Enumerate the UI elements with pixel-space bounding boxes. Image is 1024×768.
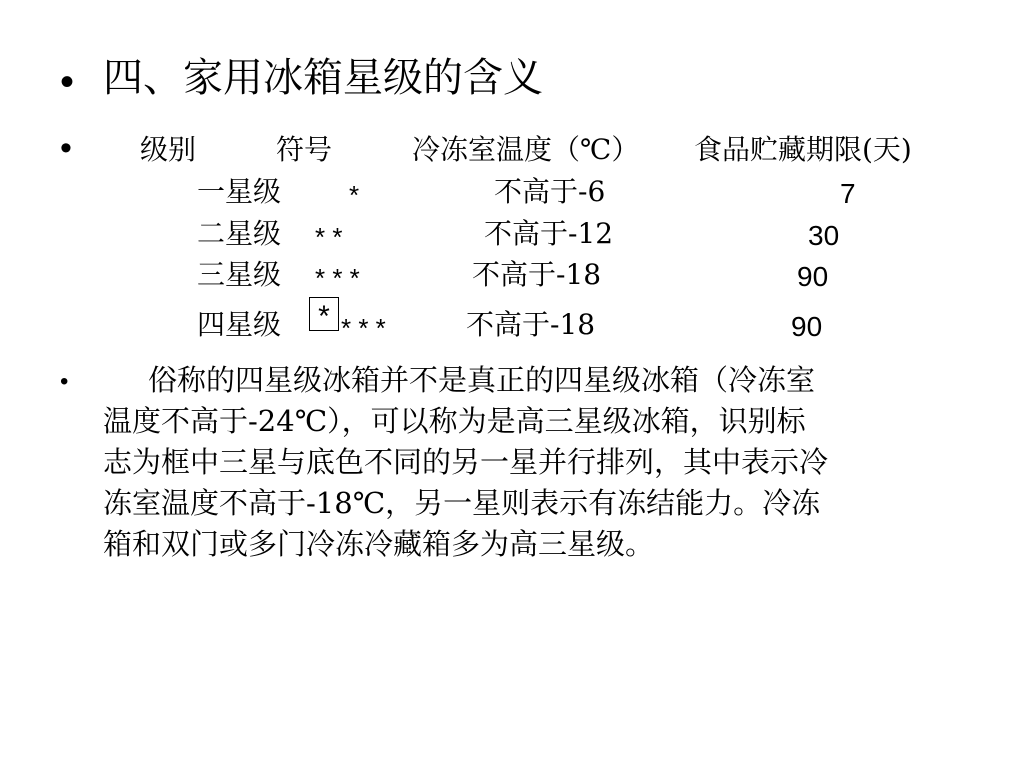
note-bullet: •	[60, 368, 69, 395]
row-3-days: 90	[797, 261, 829, 292]
row-2-temp: 不高于-12	[484, 217, 614, 250]
note-paragraph	[103, 360, 963, 565]
note-line-5: 箱和双门或多门冷冻冷藏箱多为高三星级。	[103, 527, 655, 561]
row-1-symbol: *	[349, 180, 360, 210]
note-line-2: 温度不高于-24℃），可以称为是高三星级冰箱，识别标	[103, 404, 806, 438]
slide-title: 四、家用冰箱星级的含义	[103, 55, 543, 101]
row-2-days: 30	[808, 220, 840, 251]
row-1-level: 一星级	[197, 175, 282, 208]
row-3-symbol: * * *	[315, 263, 360, 293]
row-1-days: 7	[840, 178, 856, 209]
header-storage-days: 食品贮藏期限(天)	[694, 133, 912, 166]
row-2-level: 二星级	[197, 217, 282, 250]
row-2-symbol: * *	[315, 222, 343, 252]
row-4-level: 四星级	[197, 308, 282, 341]
note-line-1: 俗称的四星级冰箱并不是真正的四星级冰箱（冷冻室	[148, 363, 816, 397]
note-line-3: 志为框中三星与底色不同的另一星并行排列，其中表示冷	[103, 445, 829, 479]
row-4-symbol: * * *	[341, 313, 386, 343]
header-symbol: 符号	[276, 133, 333, 166]
row-1-temp: 不高于-6	[494, 175, 606, 208]
table-bullet: •	[60, 129, 72, 167]
note-line-4: 冻室温度不高于-18℃，另一星则表示有冻结能力。冷冻	[103, 486, 821, 520]
row-3-level: 三星级	[197, 258, 282, 291]
title-bullet: •	[60, 60, 75, 104]
header-freezer-temp: 冷冻室温度（℃）	[412, 133, 640, 166]
row-4-temp: 不高于-18	[466, 308, 596, 341]
row-4-days: 90	[791, 311, 823, 342]
row-3-temp: 不高于-18	[472, 258, 602, 291]
header-level: 级别	[140, 133, 197, 166]
row-4-boxed-star: *	[309, 297, 339, 331]
